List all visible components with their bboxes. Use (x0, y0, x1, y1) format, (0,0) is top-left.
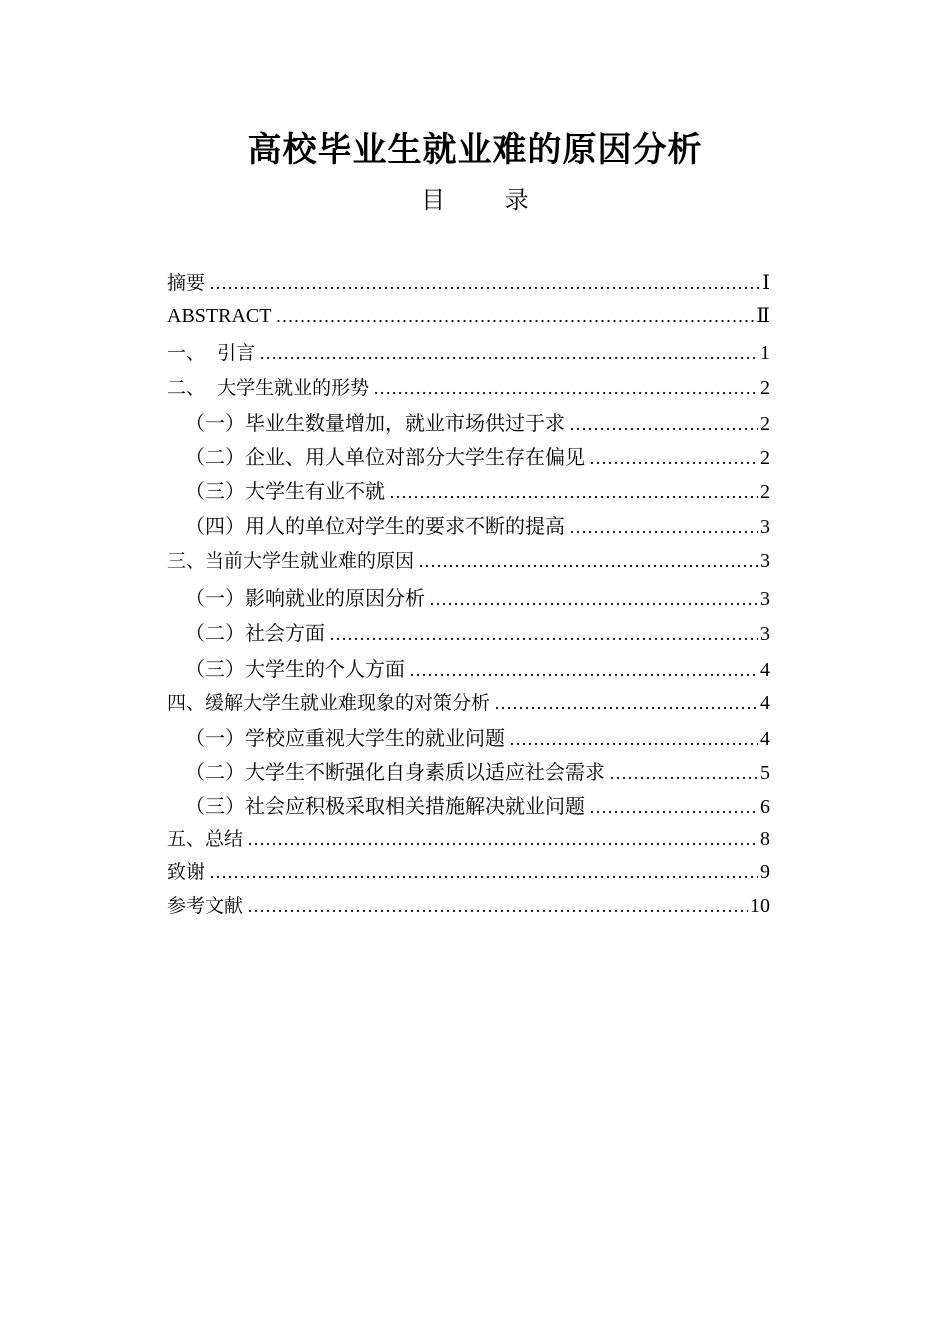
toc-entry-page: 3 (760, 516, 770, 538)
toc-entry-label: 三、当前大学生就业难的原因 (167, 550, 415, 572)
toc-entry-label: （二）社会方面 (185, 621, 325, 645)
toc-leader-dots (569, 517, 758, 538)
toc-entry-label: （一）影响就业的原因分析 (185, 586, 425, 610)
toc-entry-page: 1 (760, 342, 770, 364)
toc-entry-label: 参考文献 (167, 895, 244, 917)
toc-entry-page: 2 (760, 413, 770, 435)
toc-entry-section-4-2[interactable] (167, 756, 770, 790)
toc-entry-acknowledgements[interactable] (167, 857, 770, 891)
toc-entry-section-2-1[interactable] (167, 407, 770, 441)
toc-entry-page: 4 (760, 659, 770, 681)
toc-entry-section-3-3[interactable] (167, 653, 770, 688)
toc-entry-label: （四）用人的单位对学生的要求不断的提高 (185, 514, 565, 538)
toc-entry-page: 10 (750, 895, 770, 917)
toc-entry-label: （一）毕业生数量增加，就业市场供过于求 (185, 411, 565, 435)
toc-entry-references[interactable] (167, 891, 770, 925)
toc-entry-section-3-2[interactable] (167, 617, 770, 653)
toc-leader-dots (494, 693, 758, 714)
toc-leader-dots (389, 482, 758, 503)
document-title: 高校毕业生就业难的原因分析 (247, 130, 703, 170)
toc-entry-abstract-cn[interactable] (167, 268, 770, 303)
toc-leader-dots (209, 273, 760, 294)
toc-entry-page: Ⅰ (762, 272, 770, 294)
toc-entry-page: Ⅱ (756, 305, 770, 327)
toc-entry-label: （二）大学生不断强化自身素质以适应社会需求 (185, 760, 605, 784)
toc-leader-dots (609, 763, 758, 784)
toc-leader-dots (429, 589, 758, 610)
table-of-contents (167, 266, 770, 925)
toc-heading: 目 录 (421, 186, 555, 214)
toc-leader-dots (209, 862, 758, 883)
toc-leader-dots (569, 414, 758, 435)
toc-leader-dots (589, 797, 758, 818)
toc-entry-abstract-en[interactable] (167, 303, 770, 338)
toc-leader-dots (247, 896, 748, 917)
toc-leader-dots (509, 729, 758, 750)
toc-entry-label: （二）企业、用人单位对部分大学生存在偏见 (185, 445, 585, 469)
toc-entry-section-4-3[interactable] (167, 790, 770, 824)
toc-leader-dots (589, 448, 758, 469)
toc-entry-page: 5 (760, 762, 770, 784)
toc-entry-page: 2 (760, 481, 770, 503)
toc-leader-dots (275, 306, 754, 327)
toc-entry-label: 一、 引言 (167, 342, 256, 364)
toc-entry-page: 6 (760, 796, 770, 818)
toc-entry-label: 五、总结 (167, 828, 244, 850)
toc-entry-label: （三）大学生有业不就 (185, 479, 385, 503)
toc-entry-page: 4 (760, 692, 770, 714)
toc-entry-chapter-5[interactable] (167, 824, 770, 857)
toc-entry-page: 9 (760, 861, 770, 883)
toc-entry-label: （三）社会应积极采取相关措施解决就业问题 (185, 794, 585, 818)
toc-entry-page: 3 (760, 623, 770, 645)
toc-entry-page: 3 (760, 550, 770, 572)
toc-entry-label: ABSTRACT (167, 305, 272, 327)
toc-entry-section-2-3[interactable] (167, 475, 770, 510)
toc-entry-label: （一）学校应重视大学生的就业问题 (185, 726, 505, 750)
toc-leader-dots (418, 551, 758, 572)
toc-entry-label: 摘要 (167, 272, 206, 294)
toc-leader-dots (373, 378, 758, 399)
toc-leader-dots (329, 624, 758, 645)
toc-entry-section-2-4[interactable] (167, 510, 770, 546)
toc-entry-page: 2 (760, 377, 770, 399)
toc-entry-page: 2 (760, 447, 770, 469)
toc-leader-dots (259, 343, 758, 364)
toc-entry-page: 3 (760, 588, 770, 610)
toc-entry-chapter-2[interactable] (167, 373, 770, 407)
toc-entry-label: 二、 大学生就业的形势 (167, 377, 370, 399)
toc-entry-label: 四、缓解大学生就业难现象的对策分析 (167, 692, 491, 714)
toc-entry-label: （三）大学生的个人方面 (185, 657, 405, 681)
toc-entry-chapter-3[interactable] (167, 546, 770, 582)
toc-entry-chapter-4[interactable] (167, 688, 770, 722)
toc-entry-section-2-2[interactable] (167, 441, 770, 475)
toc-entry-section-4-1[interactable] (167, 722, 770, 756)
toc-entry-label: 致谢 (167, 861, 206, 883)
toc-leader-dots (247, 829, 758, 850)
toc-entry-page: 4 (760, 728, 770, 750)
toc-leader-dots (409, 660, 758, 681)
toc-entry-section-3-1[interactable] (167, 582, 770, 617)
toc-entry-page: 8 (760, 828, 770, 850)
toc-entry-chapter-1[interactable] (167, 338, 770, 373)
